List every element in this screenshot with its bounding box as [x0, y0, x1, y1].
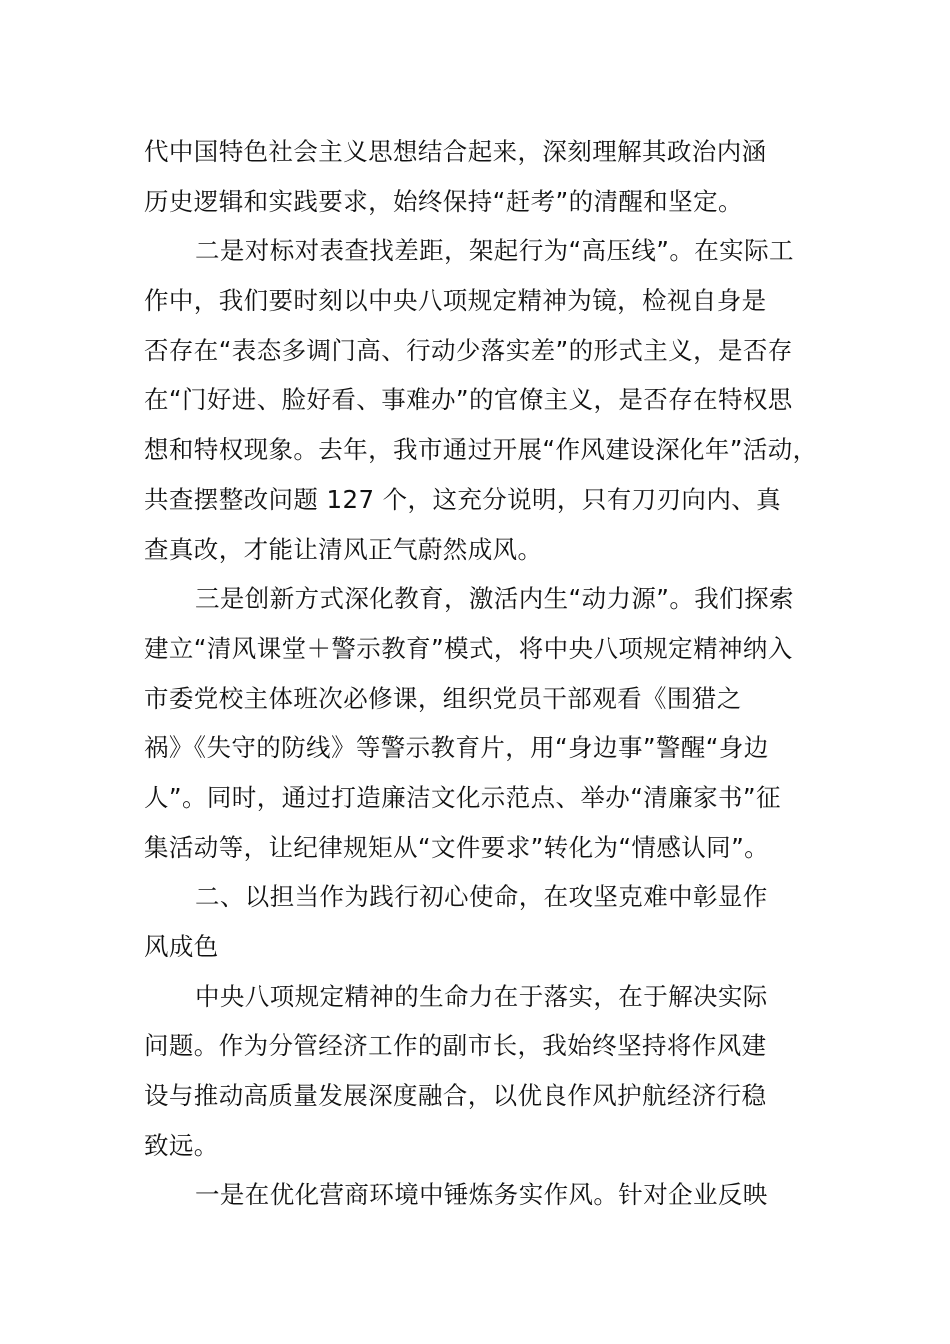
- text-line: 否存在“表态多调门高、行动少落实差”的形式主义，是否存: [144, 335, 793, 365]
- text-line: 致远。: [144, 1130, 219, 1160]
- text-line: 集活动等，让纪律规矩从“文件要求”转化为“情感认同”。: [144, 832, 770, 862]
- text-line: 人”。同时，通过打造廉洁文化示范点、举办“清廉家书”征: [144, 782, 781, 812]
- text-line: 在“门好进、脸好看、事难办”的官僚主义，是否存在特权思: [144, 385, 793, 415]
- text-line: 作中，我们要时刻以中央八项规定精神为镜，检视自身是: [144, 286, 767, 316]
- text-line: 祸》《失守的防线》等警示教育片，用“身边事”警醒“身边: [144, 733, 769, 763]
- text-line: 历史逻辑和实践要求，始终保持“赶考”的清醒和坚定。: [144, 186, 743, 216]
- text-line: 市委党校主体班次必修课，组织党员干部观看《围猎之: [144, 683, 742, 713]
- document-body: [144, 127, 834, 1220]
- section-heading-line: 二、以担当作为践行初心使命，在攻坚克难中彰显作: [195, 882, 768, 912]
- text-line: 二是对标对表查找差距，架起行为“高压线”。在实际工: [195, 236, 794, 266]
- text-line: 三是创新方式深化教育，激活内生“动力源”。我们探索: [195, 584, 794, 614]
- text-line: 想和特权现象。去年，我市通过开展“作风建设深化年”活动，: [144, 435, 818, 465]
- text-line: 中央八项规定精神的生命力在于落实，在于解决实际: [195, 981, 768, 1011]
- text-line: 设与推动高质量发展深度融合，以优良作风护航经济行稳: [144, 1081, 767, 1111]
- text-line: 查真改，才能让清风正气蔚然成风。: [144, 534, 543, 564]
- text-line: 建立“清风课堂＋警示教育”模式，将中央八项规定精神纳入: [144, 633, 793, 663]
- text-line: 一是在优化营商环境中锤炼务实作风。针对企业反映: [195, 1180, 768, 1210]
- text-line: 代中国特色社会主义思想结合起来，深刻理解其政治内涵: [144, 137, 767, 166]
- text-line: 问题。作为分管经济工作的副市长，我始终坚持将作风建: [144, 1031, 767, 1061]
- section-heading-line: 风成色: [144, 932, 219, 961]
- text-line: 共查摆整改问题 127 个，这充分说明，只有刀刃向内、真: [144, 484, 782, 514]
